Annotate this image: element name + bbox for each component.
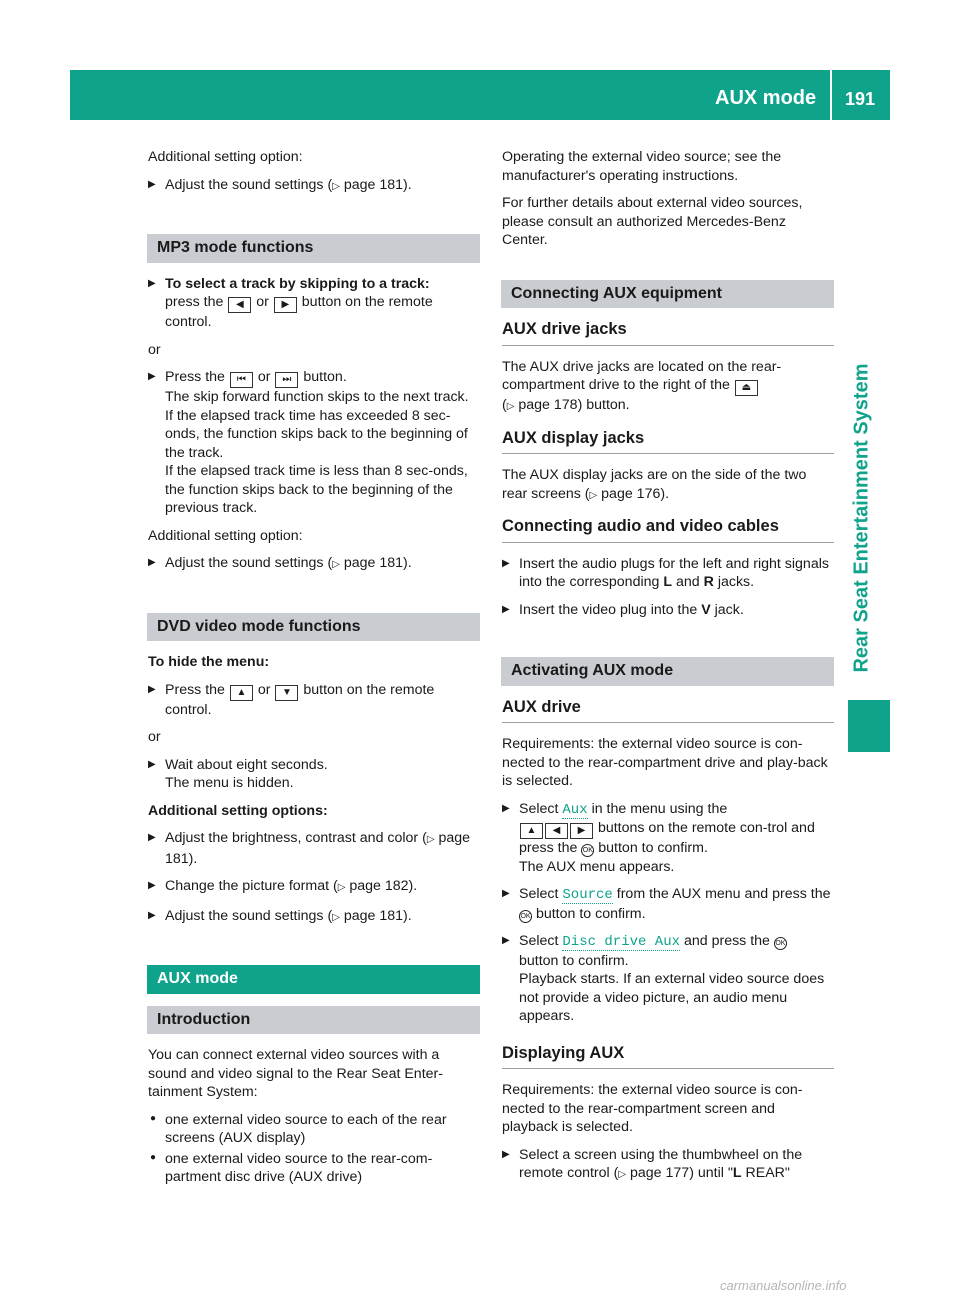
arrow-left-icon: ◀ (228, 297, 251, 313)
arrow-left-icon: ◀ (545, 823, 568, 839)
subheading-cables: Connecting audio and video cables (502, 517, 834, 543)
left-column (148, 148, 480, 1189)
arrow-up-icon: ▲ (520, 823, 543, 839)
section-heading-dvd: DVD video mode functions (147, 613, 480, 642)
section-heading-connecting: Connecting AUX equipment (501, 280, 834, 309)
instruction-step: ▶ Select a screen using the thumbwheel on the remote control (▷ page 177) until "L REAR" (502, 1146, 834, 1185)
instruction-step: ▶ Adjust the sound settings (▷ page 181). (148, 907, 480, 928)
page-ref-icon: ▷ (589, 489, 598, 501)
instruction-step: ▶ Press the ⏮ or ⏭ button. The skip forward function skips to the next track. If the elapsed track time has exceeded 8 sec-onds, the function skips back to the beginning of the track. If the elapsed track time is less than 8 sec-onds, the function skips back to the beginning of the previous track. (148, 368, 480, 518)
skip-forward-icon: ⏭ (275, 372, 298, 388)
eject-icon: ⏏ (735, 380, 758, 396)
side-chapter-marker (848, 700, 890, 752)
header-divider (830, 70, 832, 120)
arrow-down-icon: ▼ (275, 685, 298, 701)
list-item: ● one external video source to each of the rear screens (AUX display) (148, 1111, 480, 1148)
paragraph: The AUX display jacks are on the side of the two rear screens (▷ page 176). (502, 467, 807, 502)
arrow-up-icon: ▲ (230, 685, 253, 701)
instruction-step: ▶ Select Source from the AUX menu and press the OK button to confirm. (502, 885, 834, 923)
ok-button-icon: OK (581, 844, 594, 857)
section-heading-aux-mode: AUX mode (147, 965, 480, 994)
instruction-step: ▶ Insert the video plug into the V jack. (502, 601, 834, 620)
page-ref-icon: ▷ (426, 834, 435, 845)
instruction-step: ▶ Adjust the sound settings (▷ page 181). (148, 176, 480, 197)
page-ref-icon: ▷ (618, 1169, 627, 1180)
subheading-displaying-aux: Displaying AUX (502, 1044, 834, 1070)
menu-item-aux: Aux (562, 801, 588, 818)
section-heading-introduction: Introduction (147, 1006, 480, 1035)
page-ref-icon: ▷ (332, 911, 340, 923)
menu-item-disc-drive-aux: Disc drive Aux (562, 934, 681, 950)
page-number: 191 (845, 89, 876, 109)
section-heading-mp3: MP3 mode functions (147, 234, 480, 263)
skip-back-icon: ⏮ (230, 372, 253, 388)
paragraph: or (148, 341, 161, 358)
paragraph: Requirements: the external video source is con-nected to the rear-compartment drive and play-back is selected. (502, 736, 828, 789)
page-ref-icon: ▷ (332, 180, 340, 192)
arrow-right-icon: ▶ (570, 823, 593, 839)
paragraph: You can connect external video sources with a sound and video signal to the Rear Seat Enter-tainment System: (148, 1047, 443, 1100)
subheading-display-jacks: AUX display jacks (502, 429, 834, 455)
subheading-label: To hide the menu: (148, 654, 270, 670)
section-heading-activating: Activating AUX mode (501, 657, 834, 686)
page-ref-icon: ▷ (506, 401, 515, 412)
paragraph: For further details about external video sources, please consult an authorized Mercedes-Benz Center. (502, 195, 803, 248)
ok-button-icon: OK (519, 910, 532, 923)
instruction-step: ▶ Insert the audio plugs for the left and right signals into the corresponding L and R jacks. (502, 555, 834, 592)
menu-item-source: Source (562, 887, 613, 903)
instruction-step: ▶ Wait about eight seconds. The menu is hidden. (148, 756, 480, 793)
watermark: carmanualsonline.info (720, 1278, 847, 1293)
side-chapter-label: Rear Seat Entertainment System (850, 363, 873, 673)
instruction-step: ▶ Press the ▲ or ▼ button on the remote control. (148, 681, 480, 720)
instruction-step: ▶ Adjust the sound settings (▷ page 181). (148, 554, 480, 575)
paragraph: The AUX drive jacks are located on the rear-compartment drive to the right of the ⏏ (▷ page 178) button. (502, 358, 782, 413)
page-ref-icon: ▷ (332, 559, 340, 570)
subheading-label: Additional setting options: (148, 802, 328, 819)
arrow-right-icon: ▶ (274, 297, 297, 313)
ok-button-icon: OK (774, 937, 787, 950)
list-item: ● one external video source to the rear-com-partment disc drive (AUX drive) (148, 1150, 480, 1187)
page-ref-icon: ▷ (337, 882, 346, 893)
instruction-step: ▶ Adjust the brightness, contrast and color (▷ page 181). (148, 829, 480, 868)
right-column (502, 148, 834, 1194)
page-section-title: AUX mode (715, 87, 817, 109)
instruction-step: ▶ Change the picture format (▷ page 182). (148, 877, 480, 898)
paragraph: Additional setting option: (148, 527, 303, 544)
instruction-step: ▶ To select a track by skipping to a track: press the ◀ or ▶ button on the remote control. (148, 275, 480, 332)
subheading-drive-jacks: AUX drive jacks (502, 320, 834, 346)
instruction-step: ▶ Select Aux in the menu using the ▲ ◀ ▶ buttons on the remote con-trol and press the OK button to confirm. The AUX menu appears. (502, 800, 834, 877)
paragraph: Requirements: the external video source is con-nected to the rear-compartment screen and playback is selected. (502, 1082, 803, 1135)
subheading-aux-drive: AUX drive (502, 698, 834, 724)
paragraph: or (148, 729, 161, 745)
paragraph: Additional setting option: (148, 149, 303, 165)
instruction-step: ▶ Select Disc drive Aux and press the OK button to confirm. Playback starts. If an external video source does not provide a video picture, an audio menu appears. (502, 932, 834, 1026)
paragraph: Operating the external video source; see the manufacturer's operating instructions. (502, 149, 782, 184)
